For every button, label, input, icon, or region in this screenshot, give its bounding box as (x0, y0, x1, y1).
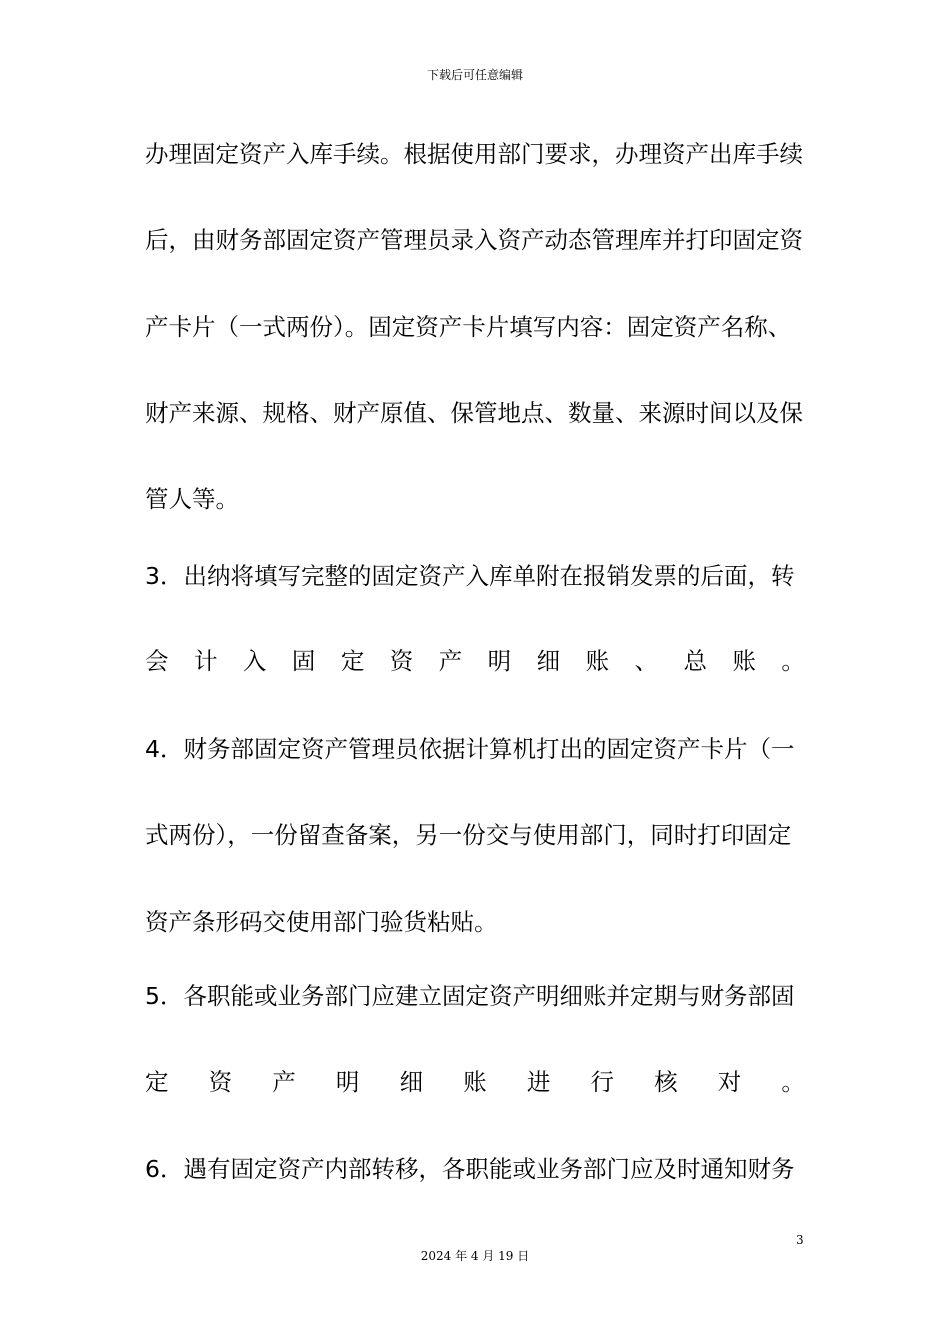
justified-char: 。 (781, 647, 805, 675)
list-item-4-line-2: 式两份），一份留查备案，另一份交与使用部门，同时打印固定 (145, 821, 792, 849)
justified-char: 计 (193, 647, 218, 675)
list-item-4-line-1: 4．财务部固定资产管理员依据计算机打出的固定资产卡片（一 (145, 735, 795, 763)
list-item-3-line-1: 3．出纳将填写完整的固定资产入库单附在报销发票的后面，转 (145, 562, 795, 590)
justified-char: 会 (145, 647, 169, 675)
paragraph-line-1: 办理固定资产入库手续。根据使用部门要求，办理资产出库手续 (145, 140, 803, 168)
justified-char: 对 (717, 1068, 742, 1096)
paragraph-line-2: 后，由财务部固定资产管理员录入资产动态管理库并打印固定资 (145, 226, 803, 254)
justified-char: 明 (487, 647, 512, 675)
justified-char: 定 (340, 647, 365, 675)
justified-char: 总 (683, 647, 707, 675)
page-number: 3 (796, 1233, 804, 1247)
justified-char: 细 (399, 1068, 424, 1096)
justified-char: 账 (732, 647, 756, 675)
justified-char: 资 (389, 647, 414, 675)
justified-char: 账 (463, 1068, 487, 1096)
paragraph-line-3: 产卡片（一式两份）。固定资产卡片填写内容：固定资产名称、 (145, 313, 792, 341)
justified-char: 资 (208, 1068, 233, 1096)
list-item-6-line-1: 6．遇有固定资产内部转移，各职能或业务部门应及时通知财务 (145, 1155, 795, 1183)
justified-char: 固 (291, 647, 316, 675)
justified-char: 行 (590, 1068, 614, 1096)
justified-char: 、 (634, 647, 659, 675)
justified-char: 核 (654, 1068, 678, 1096)
justified-char: 定 (145, 1068, 169, 1096)
justified-char: 产 (272, 1068, 296, 1096)
list-item-5-line-1: 5．各职能或业务部门应建立固定资产明细账并定期与财务部固 (145, 982, 795, 1010)
justified-char: 明 (335, 1068, 360, 1096)
justified-char: 账 (585, 647, 610, 675)
list-item-3-line-2 (145, 645, 805, 677)
list-item-5-line-2 (145, 1066, 805, 1098)
justified-char: 产 (438, 647, 463, 675)
justified-char: 。 (781, 1068, 805, 1096)
footer-date: 2024 年 4 月 19 日 (420, 1249, 530, 1263)
justified-char: 细 (536, 647, 561, 675)
list-item-4-line-3: 资产条形码交使用部门验货粘贴。 (145, 908, 498, 936)
header-note: 下载后可任意编辑 (426, 68, 523, 82)
paragraph-line-4: 财产来源、规格、财产原值、保管地点、数量、来源时间以及保 (145, 399, 803, 427)
paragraph-line-5: 管人等。 (145, 485, 239, 513)
justified-char: 进 (526, 1068, 551, 1096)
justified-char: 入 (242, 647, 267, 675)
